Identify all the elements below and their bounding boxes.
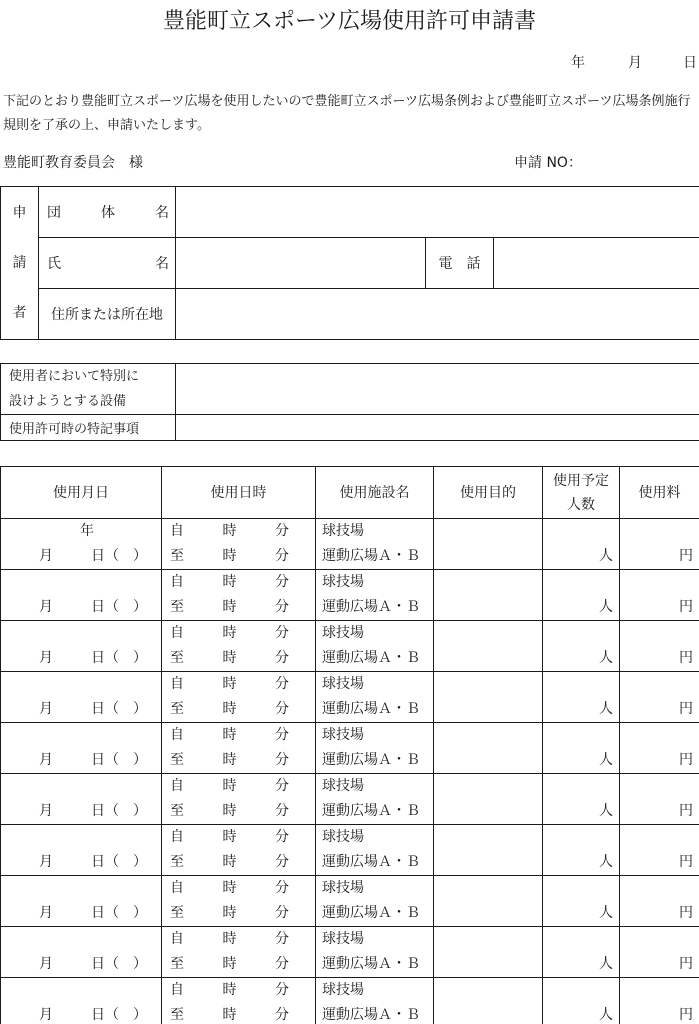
purpose-cell[interactable] xyxy=(434,519,543,570)
row-month-label: 月 xyxy=(39,650,53,666)
row-month-label: 月 xyxy=(39,803,53,819)
row-month-label: 月 xyxy=(39,599,53,615)
people-cell[interactable] xyxy=(543,723,620,774)
row-month-label: 月 xyxy=(39,752,53,768)
facility-ball-field: 球技場 xyxy=(322,523,364,539)
row-from-hour-label: 時 xyxy=(222,982,237,998)
row-to-label: 至 xyxy=(170,701,184,717)
row-month-label: 月 xyxy=(39,548,53,564)
use-date-cell[interactable] xyxy=(1,723,162,774)
facility-ball-field: 球技場 xyxy=(322,676,364,692)
group-name-label: 団 体 名 xyxy=(39,187,176,238)
row-day-label: 日（ ） xyxy=(91,1007,147,1023)
fee-cell[interactable] xyxy=(620,621,699,672)
application-number-label: 申請 NO： xyxy=(514,155,582,171)
fee-unit: 円 xyxy=(679,701,693,717)
fee-unit: 円 xyxy=(679,548,693,564)
people-cell[interactable] xyxy=(543,621,620,672)
intro-line-2: 規則を了承の上、申請いたします。 xyxy=(3,118,210,133)
special-items-table xyxy=(0,363,699,441)
row-from-minute-label: 分 xyxy=(275,778,289,794)
row-year-label: 年 xyxy=(80,523,94,539)
use-time-cell[interactable] xyxy=(162,723,316,774)
header-expected-people: 使用予定 人数 xyxy=(543,467,620,519)
row-from-hour-label: 時 xyxy=(222,574,237,590)
row-to-minute-label: 分 xyxy=(275,956,289,972)
page-title: 豊能町立スポーツ広場使用許可申請書 xyxy=(162,9,537,34)
row-to-hour-label: 時 xyxy=(222,599,237,615)
usage-header-row xyxy=(1,467,699,519)
row-month-label: 月 xyxy=(39,956,53,972)
row-to-label: 至 xyxy=(170,956,184,972)
address-label: 住所または所在地 xyxy=(39,289,176,340)
use-time-cell[interactable] xyxy=(162,672,316,723)
people-cell[interactable] xyxy=(543,825,620,876)
use-date-cell[interactable] xyxy=(1,978,162,1024)
special-notes-field[interactable] xyxy=(176,415,699,441)
phone-field[interactable] xyxy=(494,238,699,289)
use-time-cell[interactable] xyxy=(162,927,316,978)
row-to-label: 至 xyxy=(170,905,184,921)
purpose-cell[interactable] xyxy=(434,672,543,723)
special-notes-label: 使用許可時の特記事項 xyxy=(1,415,176,441)
facility-sports-ground: 運動広場Ａ・Ｂ xyxy=(322,701,420,717)
row-to-hour-label: 時 xyxy=(222,803,237,819)
facility-ball-field: 球技場 xyxy=(322,778,364,794)
facility-ball-field: 球技場 xyxy=(322,982,364,998)
people-unit: 人 xyxy=(599,1007,613,1023)
row-month-label: 月 xyxy=(39,1007,53,1023)
use-time-cell[interactable] xyxy=(162,978,316,1024)
facility-cell[interactable] xyxy=(316,570,434,621)
fee-cell[interactable] xyxy=(620,672,699,723)
use-date-cell[interactable] xyxy=(1,774,162,825)
row-month-label: 月 xyxy=(39,854,53,870)
fee-cell[interactable] xyxy=(620,570,699,621)
people-cell[interactable] xyxy=(543,570,620,621)
facility-cell[interactable] xyxy=(316,621,434,672)
facility-ball-field: 球技場 xyxy=(322,727,364,743)
purpose-cell[interactable] xyxy=(434,978,543,1024)
people-unit: 人 xyxy=(599,905,613,921)
row-to-minute-label: 分 xyxy=(275,803,289,819)
usage-row xyxy=(1,621,699,672)
fee-unit: 円 xyxy=(679,956,693,972)
use-date-cell[interactable] xyxy=(1,876,162,927)
usage-row xyxy=(1,570,699,621)
usage-row xyxy=(1,723,699,774)
row-day-label: 日（ ） xyxy=(91,548,147,564)
use-time-cell[interactable] xyxy=(162,876,316,927)
row-to-minute-label: 分 xyxy=(275,1007,289,1023)
people-unit: 人 xyxy=(599,650,613,666)
header-facility: 使用施設名 xyxy=(316,467,434,519)
usage-row xyxy=(1,927,699,978)
row-to-hour-label: 時 xyxy=(222,854,237,870)
facility-sports-ground: 運動広場Ａ・Ｂ xyxy=(322,599,420,615)
purpose-cell[interactable] xyxy=(434,570,543,621)
header-purpose: 使用目的 xyxy=(434,467,543,519)
row-from-minute-label: 分 xyxy=(275,523,289,539)
row-from-label: 自 xyxy=(170,625,184,641)
row-day-label: 日（ ） xyxy=(91,905,147,921)
row-to-minute-label: 分 xyxy=(275,752,289,768)
use-date-cell[interactable] xyxy=(1,825,162,876)
use-date-cell[interactable] xyxy=(1,621,162,672)
row-day-label: 日（ ） xyxy=(91,956,147,972)
header-use-time: 使用日時 xyxy=(162,467,316,519)
facility-cell[interactable] xyxy=(316,723,434,774)
usage-row xyxy=(1,672,699,723)
facility-sports-ground: 運動広場Ａ・Ｂ xyxy=(322,956,420,972)
special-equipment-label: 使用者において特別に 設けようとする設備 xyxy=(1,364,176,415)
facility-cell[interactable] xyxy=(316,825,434,876)
row-from-hour-label: 時 xyxy=(222,727,237,743)
date-month-label: 月 xyxy=(628,55,642,71)
row-from-label: 自 xyxy=(170,931,184,947)
row-from-minute-label: 分 xyxy=(275,880,289,896)
row-from-minute-label: 分 xyxy=(275,676,289,692)
row-from-hour-label: 時 xyxy=(222,778,237,794)
row-to-hour-label: 時 xyxy=(222,701,237,717)
facility-ball-field: 球技場 xyxy=(322,574,364,590)
person-name-field[interactable] xyxy=(176,238,426,289)
facility-sports-ground: 運動広場Ａ・Ｂ xyxy=(322,752,420,768)
header-fee: 使用料 xyxy=(620,467,699,519)
row-to-minute-label: 分 xyxy=(275,650,289,666)
facility-ball-field: 球技場 xyxy=(322,931,364,947)
row-from-label: 自 xyxy=(170,676,184,692)
people-unit: 人 xyxy=(599,803,613,819)
person-name-label: 氏 名 xyxy=(39,238,176,289)
row-to-label: 至 xyxy=(170,854,184,870)
facility-cell[interactable] xyxy=(316,978,434,1024)
facility-sports-ground: 運動広場Ａ・Ｂ xyxy=(322,905,420,921)
use-date-cell[interactable] xyxy=(1,927,162,978)
row-to-label: 至 xyxy=(170,548,184,564)
row-day-label: 日（ ） xyxy=(91,599,147,615)
row-from-hour-label: 時 xyxy=(222,625,237,641)
row-from-hour-label: 時 xyxy=(222,829,237,845)
addressee: 豊能町教育委員会 様 xyxy=(3,155,143,171)
header-use-date: 使用月日 xyxy=(1,467,162,519)
row-from-label: 自 xyxy=(170,727,184,743)
people-unit: 人 xyxy=(599,752,613,768)
row-from-minute-label: 分 xyxy=(275,829,289,845)
row-to-minute-label: 分 xyxy=(275,599,289,615)
date-year-label: 年 xyxy=(571,55,585,71)
row-from-label: 自 xyxy=(170,778,184,794)
row-to-label: 至 xyxy=(170,1007,184,1023)
facility-cell[interactable] xyxy=(316,774,434,825)
fee-cell[interactable] xyxy=(620,876,699,927)
facility-cell[interactable] xyxy=(316,672,434,723)
fee-unit: 円 xyxy=(679,752,693,768)
people-unit: 人 xyxy=(599,701,613,717)
row-from-label: 自 xyxy=(170,982,184,998)
people-unit: 人 xyxy=(599,548,613,564)
row-to-hour-label: 時 xyxy=(222,752,237,768)
purpose-cell[interactable] xyxy=(434,927,543,978)
use-time-cell[interactable] xyxy=(162,825,316,876)
people-cell[interactable] xyxy=(543,978,620,1024)
facility-cell[interactable] xyxy=(316,927,434,978)
people-unit: 人 xyxy=(599,854,613,870)
purpose-cell[interactable] xyxy=(434,825,543,876)
people-cell[interactable] xyxy=(543,927,620,978)
fee-unit: 円 xyxy=(679,803,693,819)
use-time-cell[interactable] xyxy=(162,774,316,825)
date-day-label: 日 xyxy=(683,55,697,71)
row-to-label: 至 xyxy=(170,752,184,768)
usage-row xyxy=(1,825,699,876)
use-time-cell[interactable] xyxy=(162,519,316,570)
fee-unit: 円 xyxy=(679,1007,693,1023)
address-field[interactable] xyxy=(176,289,699,340)
fee-unit: 円 xyxy=(679,905,693,921)
facility-cell[interactable] xyxy=(316,519,434,570)
row-to-hour-label: 時 xyxy=(222,905,237,921)
row-day-label: 日（ ） xyxy=(91,803,147,819)
row-from-minute-label: 分 xyxy=(275,931,289,947)
row-from-minute-label: 分 xyxy=(275,574,289,590)
use-date-cell[interactable] xyxy=(1,519,162,570)
row-to-minute-label: 分 xyxy=(275,701,289,717)
people-cell[interactable] xyxy=(543,672,620,723)
facility-sports-ground: 運動広場Ａ・Ｂ xyxy=(322,803,420,819)
fee-unit: 円 xyxy=(679,854,693,870)
row-to-minute-label: 分 xyxy=(275,905,289,921)
purpose-cell[interactable] xyxy=(434,621,543,672)
people-unit: 人 xyxy=(599,956,613,972)
phone-label: 電 話 xyxy=(426,238,494,289)
intro-text xyxy=(3,90,699,138)
fee-cell[interactable] xyxy=(620,723,699,774)
purpose-cell[interactable] xyxy=(434,723,543,774)
row-from-hour-label: 時 xyxy=(222,676,237,692)
row-from-hour-label: 時 xyxy=(222,523,237,539)
row-from-hour-label: 時 xyxy=(222,880,237,896)
fee-unit: 円 xyxy=(679,599,693,615)
group-name-field[interactable] xyxy=(176,187,699,238)
row-month-label: 月 xyxy=(39,701,53,717)
facility-ball-field: 球技場 xyxy=(322,880,364,896)
row-to-hour-label: 時 xyxy=(222,548,237,564)
row-day-label: 日（ ） xyxy=(91,701,147,717)
row-day-label: 日（ ） xyxy=(91,752,147,768)
row-from-minute-label: 分 xyxy=(275,625,289,641)
row-to-hour-label: 時 xyxy=(222,650,237,666)
row-month-label: 月 xyxy=(39,905,53,921)
row-from-label: 自 xyxy=(170,523,184,539)
usage-row xyxy=(1,774,699,825)
facility-sports-ground: 運動広場Ａ・Ｂ xyxy=(322,548,420,564)
row-from-hour-label: 時 xyxy=(222,931,237,947)
special-equipment-field[interactable] xyxy=(176,364,699,415)
row-day-label: 日（ ） xyxy=(91,854,147,870)
facility-sports-ground: 運動広場Ａ・Ｂ xyxy=(322,1007,420,1023)
applicant-side-label: 申 請 者 xyxy=(1,187,39,340)
facility-sports-ground: 運動広場Ａ・Ｂ xyxy=(322,650,420,666)
facility-sports-ground: 運動広場Ａ・Ｂ xyxy=(322,854,420,870)
usage-row xyxy=(1,876,699,927)
row-to-minute-label: 分 xyxy=(275,548,289,564)
people-cell[interactable] xyxy=(543,519,620,570)
fee-cell[interactable] xyxy=(620,978,699,1024)
row-to-minute-label: 分 xyxy=(275,854,289,870)
usage-table xyxy=(0,466,699,1024)
row-from-minute-label: 分 xyxy=(275,727,289,743)
use-time-cell[interactable] xyxy=(162,621,316,672)
row-to-label: 至 xyxy=(170,599,184,615)
fee-cell[interactable] xyxy=(620,825,699,876)
use-date-cell[interactable] xyxy=(1,672,162,723)
facility-ball-field: 球技場 xyxy=(322,829,364,845)
row-to-hour-label: 時 xyxy=(222,1007,237,1023)
row-to-label: 至 xyxy=(170,803,184,819)
usage-row xyxy=(1,978,699,1024)
use-date-cell[interactable] xyxy=(1,570,162,621)
people-cell[interactable] xyxy=(543,774,620,825)
applicant-table xyxy=(0,186,699,340)
fee-cell[interactable] xyxy=(620,927,699,978)
row-to-hour-label: 時 xyxy=(222,956,237,972)
fee-cell[interactable] xyxy=(620,774,699,825)
facility-ball-field: 球技場 xyxy=(322,625,364,641)
people-cell[interactable] xyxy=(543,876,620,927)
row-from-minute-label: 分 xyxy=(275,982,289,998)
use-time-cell[interactable] xyxy=(162,570,316,621)
fee-cell[interactable] xyxy=(620,519,699,570)
row-from-label: 自 xyxy=(170,574,184,590)
row-from-label: 自 xyxy=(170,880,184,896)
people-unit: 人 xyxy=(599,599,613,615)
intro-line-1: 下記のとおり豊能町立スポーツ広場を使用したいので豊能町立スポーツ広場条例および豊能町立スポーツ広場条例施行 xyxy=(3,94,691,109)
row-day-label: 日（ ） xyxy=(91,650,147,666)
facility-cell[interactable] xyxy=(316,876,434,927)
fee-unit: 円 xyxy=(679,650,693,666)
row-from-label: 自 xyxy=(170,829,184,845)
purpose-cell[interactable] xyxy=(434,876,543,927)
row-to-label: 至 xyxy=(170,650,184,666)
purpose-cell[interactable] xyxy=(434,774,543,825)
usage-row xyxy=(1,519,699,570)
